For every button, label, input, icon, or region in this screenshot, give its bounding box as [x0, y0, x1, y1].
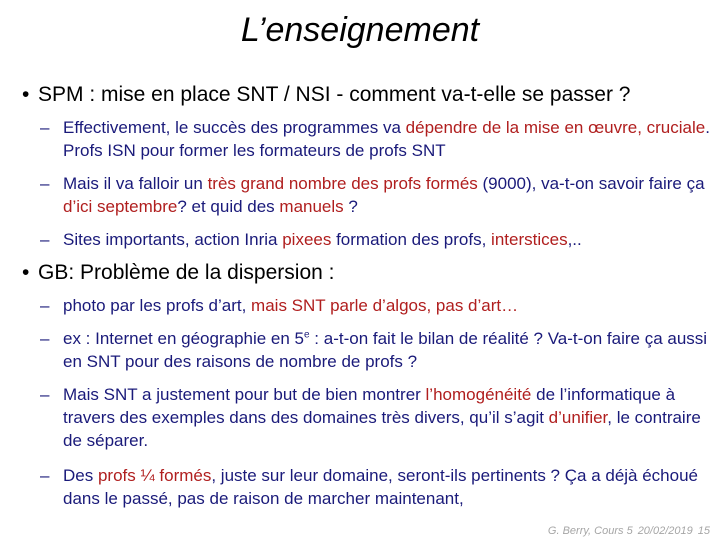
sub-bullet-text: Effectivement, le succès des programmes va dépendre de la mise en œuvre, cruciale. Profs ISN pour former les formateurs de profs SNT — [63, 118, 710, 160]
sub-bullet-text: Sites importants, action Inria pixees formation des profs, interstices,.. — [63, 230, 582, 249]
bullet-gb — [22, 260, 334, 286]
dash-marker: – — [40, 174, 50, 193]
footer-author: G. Berry, Cours 5 — [547, 525, 633, 537]
footer-page-number: 15 — [697, 525, 710, 537]
slide-title: L’enseignement — [240, 11, 480, 49]
dash-marker: – — [40, 385, 50, 404]
sub-bullet-text: Mais il va falloir un très grand nombre des profs formés (9000), va-t-on savoir faire ça d’ici septembre? et quid des manuels ? — [63, 174, 705, 216]
sub-bullet-text: ex : Internet en géographie en 5e : a-t-on fait le bilan de réalité ? Va-t-on faire ça aussi en SNT pour des raisons de nombre de profs ? — [63, 329, 708, 371]
sub-bullet-text: Des profs ¼ formés, juste sur leur domaine, seront-ils pertinents ? Ça a déjà échoué dans le passé, pas de raison de marcher maintenant, — [63, 466, 699, 508]
bullet-dot: • — [22, 261, 30, 284]
dash-marker: – — [40, 230, 50, 249]
footer-date: 20/02/2019 — [637, 525, 693, 537]
sub-bullet-profs — [40, 464, 716, 510]
sub-bullet-text: photo par les profs d’art, mais SNT parle d’algos, pas d’art… — [63, 296, 519, 315]
bullet-spm — [22, 82, 630, 108]
bullet-text: GB: Problème de la dispersion : — [38, 261, 335, 284]
dash-marker: – — [40, 466, 50, 485]
sub-bullet-text: Mais SNT a justement pour but de bien montrer l’homogénéité de l’informatique à travers des exemples dans des domaines très divers, qu’il s’agit d’unifier, le contraire de séparer. — [63, 385, 701, 450]
sub-bullet-photo — [40, 294, 716, 317]
sub-bullet-effectivement — [40, 116, 716, 162]
sub-bullet-internet — [40, 327, 716, 373]
dash-marker: – — [40, 296, 50, 315]
bullet-text: SPM : mise en place SNT / NSI - comment va-t-elle se passer ? — [38, 83, 631, 106]
bullet-dot: • — [22, 83, 30, 106]
sub-bullet-homogeneite — [40, 383, 716, 452]
dash-marker: – — [40, 329, 50, 348]
sub-bullet-sites — [40, 228, 716, 251]
slide-footer — [548, 525, 710, 538]
sub-bullet-falloir — [40, 172, 716, 218]
dash-marker: – — [40, 118, 50, 137]
